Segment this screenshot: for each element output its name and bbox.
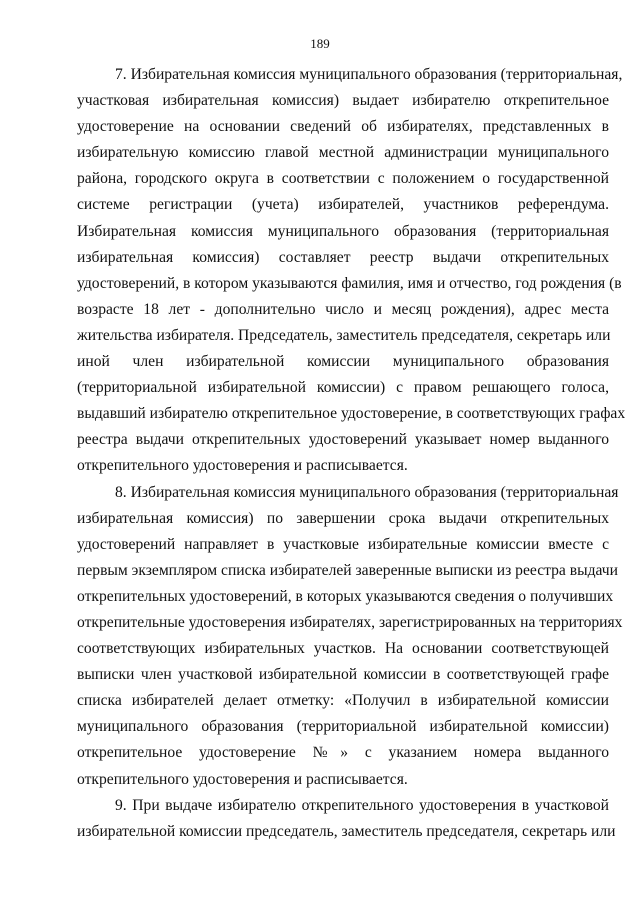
text-line: 8. Избирательная комиссия муниципального образования (территориальная [115, 483, 619, 501]
text-line: открепительное удостоверение №» с указанием номера выданного [77, 744, 609, 762]
text-line: Избирательная комиссия муниципального образования (территориальная [77, 222, 609, 240]
text-line: жительства избирателя. Председатель, заместитель председателя, секретарь или [77, 326, 611, 344]
paragraph-8 [77, 480, 623, 793]
text-line: 9. При выдаче избирателю открепительного удостоверения в участковой [115, 796, 609, 814]
text-line: выдавший избирателю открепительное удостоверение, в соответствующих графах [77, 405, 626, 423]
page-number: 189 [310, 36, 330, 51]
text-line: первым экземпляром списка избирателей заверенные выписки из реестра выдачи [77, 561, 618, 579]
text-line: муниципального образования (территориальной избирательной комиссии) [77, 718, 609, 736]
text-line: списка избирателей делает отметку: «Получил в избирательной комиссии [77, 692, 609, 710]
text-line: реестра выдачи открепительных удостоверений указывает номер выданного [77, 431, 609, 449]
text-line: иной член избирательной комиссии муниципального образования [77, 353, 609, 371]
text-line: участковая избирательная комиссия) выдает избирателю открепительное [77, 92, 609, 110]
text-line: открепительные удостоверения избирателях, зарегистрированных на территориях [77, 613, 623, 631]
text-line: соответствующих избирательных участков. На основании соответствующей [77, 640, 609, 658]
text-line: 7. Избирательная комиссия муниципального образования (территориальная, [115, 66, 623, 83]
text-line: избирательной комиссии председатель, заместитель председателя, секретарь или [77, 822, 616, 840]
text-line: системе регистрации (учета) избирателей, участников референдума. [77, 196, 609, 214]
paragraph-9 [77, 793, 616, 845]
paragraph-7 [77, 62, 626, 480]
text-line: возрасте 18 лет - дополнительно число и месяц рождения), адрес места [77, 300, 609, 318]
text-line: выписки член участковой избирательной комиссии в соответствующей графе [77, 666, 609, 684]
text-line: удостоверений, в котором указываются фамилия, имя и отчество, год рождения (в [77, 274, 622, 292]
text-line: открепительного удостоверения и расписывается. [77, 457, 408, 475]
text-line: избирательную комиссию главой местной администрации муниципального [77, 144, 609, 162]
text-line: (территориальной избирательной комиссии) с правом решающего голоса, [77, 379, 609, 397]
text-line: избирательная комиссия) составляет реестр выдачи открепительных [77, 248, 609, 266]
document-body [77, 62, 626, 845]
text-line: удостоверений направляет в участковые избирательные комиссии вместе с [77, 535, 609, 553]
text-line: района, городского округа в соответствии с положением о государственной [77, 170, 609, 188]
text-line: открепительных удостоверений, в которых указываются сведения о получивших [77, 587, 614, 605]
text-line: открепительного удостоверения и расписывается. [77, 770, 408, 788]
text-line: избирательная комиссия) по завершении срока выдачи открепительных [77, 509, 609, 527]
text-line: удостоверение на основании сведений об избирателях, представленных в [77, 118, 609, 136]
